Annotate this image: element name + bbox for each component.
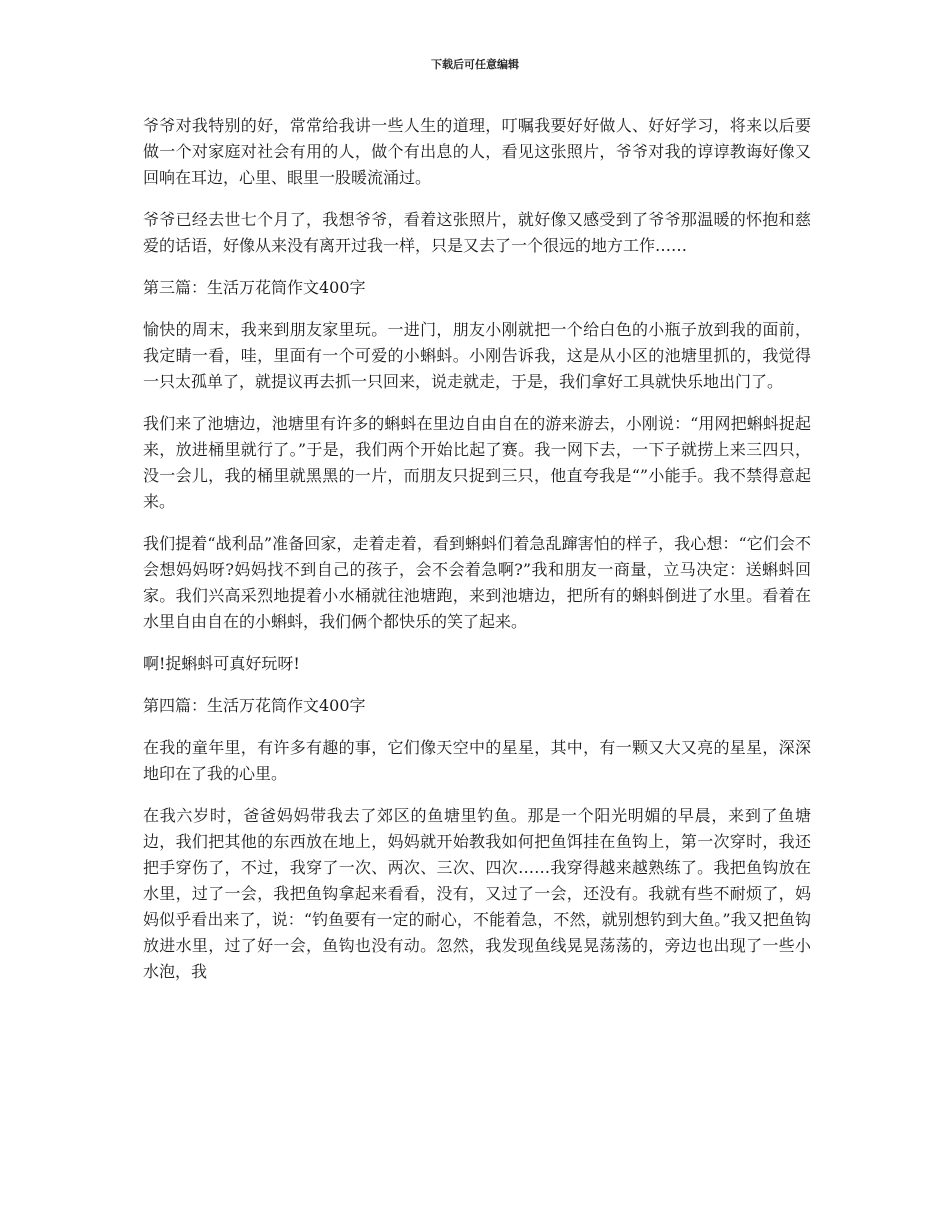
paragraph: 愉快的周末，我来到朋友家里玩。一进门，朋友小刚就把一个给白色的小瓶子放到我的面前，我定睛一看，哇，里面有一个可爱的小蝌蚪。小刚告诉我，这是从小区的池塘里抓的，我觉得一只太孤单了，就提议再去抓一只回来，说走就走，于是，我们拿好工具就快乐地出门了。 [143, 320, 811, 391]
section-heading: 第三篇：生活万花筒作文400字 [143, 278, 366, 297]
page-header: 下载后可任意编辑 [431, 58, 519, 71]
paragraph: 我们提着“战利品”准备回家，走着走着，看到蝌蚪们着急乱蹿害怕的样子，我心想：“它们会不会想妈妈呀?妈妈找不到自己的孩子，会不会着急啊?”我和朋友一商量，立马决定：送蝌蚪回家。我们兴高采烈地提着小水桶就往池塘跑，来到池塘边，把所有的蝌蚪倒进了水里。看着在水里自由自在的小蝌蚪，我们俩个都快乐的笑了起来。 [143, 534, 811, 631]
paragraph: 我们来了池塘边，池塘里有许多的蝌蚪在里边自由自在的游来游去，小刚说：“用网把蝌蚪捉起来，放进桶里就行了。”于是，我们两个开始比起了赛。我一网下去，一下子就捞上来三四只，没一会儿，我的桶里就黑黑的一片，而朋友只捉到三只，他直夸我是“”小能手。我不禁得意起来。 [143, 414, 811, 511]
paragraph: 在我六岁时，爸爸妈妈带我去了郊区的鱼塘里钓鱼。那是一个阳光明媚的早晨，来到了鱼塘边，我们把其他的东西放在地上，妈妈就开始教我如何把鱼饵挂在鱼钩上，第一次穿时，我还把手穿伤了，不过，我穿了一次、两次、三次、四次……我穿得越来越熟练了。我把鱼钩放在水里，过了一会，我把鱼钩拿起来看看，没有，又过了一会，还没有。我就有些不耐烦了，妈妈似乎看出来了，说：“钓鱼要有一定的耐心，不能着急，不然，就别想钓到大鱼。”我又把鱼钩放进水里，过了好一会，鱼钩也没有动。忽然，我发现鱼线晃晃荡荡的，旁边也出现了一些小水泡，我 [143, 806, 811, 981]
document-body [143, 113, 811, 1001]
paragraph: 爷爷已经去世七个月了，我想爷爷，看着这张照片，就好像又感受到了爷爷那温暖的怀抱和慈爱的话语，好像从来没有离开过我一样，只是又去了一个很远的地方工作…… [143, 210, 811, 255]
paragraph: 啊!捉蝌蚪可真好玩呀! [143, 654, 300, 673]
paragraph: 在我的童年里，有许多有趣的事，它们像天空中的星星，其中，有一颗又大又亮的星星，深深地印在了我的心里。 [143, 738, 811, 783]
paragraph: 爷爷对我特别的好，常常给我讲一些人生的道理，叮嘱我要好好做人、好好学习，将来以后要做一个对家庭对社会有用的人，做个有出息的人，看见这张照片，爷爷对我的谆谆教诲好像又回响在耳边，心里、眼里一股暖流涌过。 [143, 116, 811, 187]
section-heading: 第四篇：生活万花筒作文400字 [143, 696, 366, 715]
